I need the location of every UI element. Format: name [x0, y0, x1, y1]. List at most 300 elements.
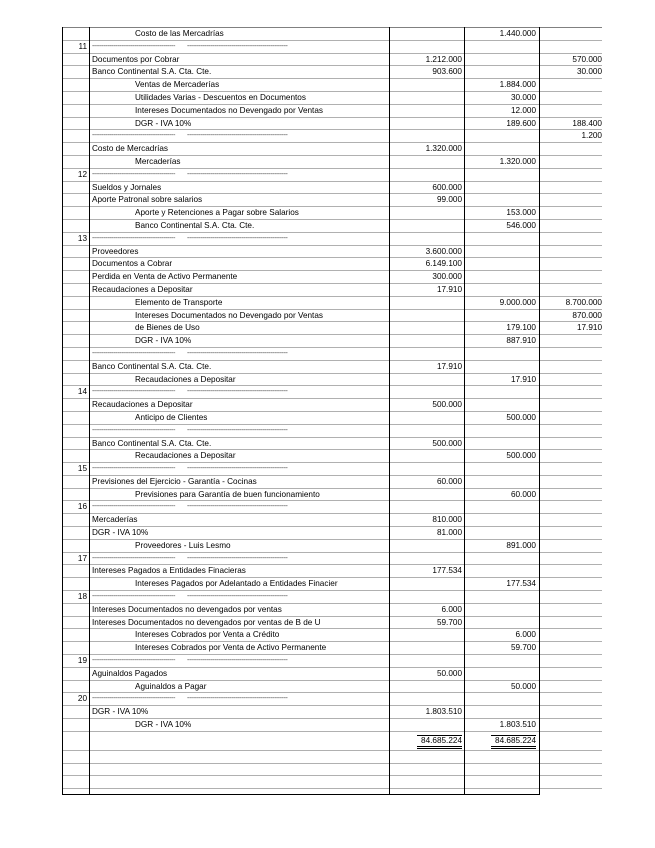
separator-row — [62, 692, 602, 705]
journal-row — [62, 539, 602, 552]
separator-right: ---------------------------------------------------- — [187, 593, 288, 601]
debit-amount: 17.910 — [436, 361, 462, 371]
journal-row — [62, 78, 602, 91]
credit-amount: 546.000 — [506, 220, 536, 230]
working-amount — [539, 527, 602, 539]
working-amount — [539, 182, 602, 194]
working-amount — [539, 514, 602, 526]
journal-row — [62, 53, 602, 66]
entry-number — [62, 54, 88, 66]
debit-amount — [390, 169, 465, 181]
entry-number — [62, 565, 88, 577]
journal-row — [62, 616, 602, 629]
entry-number — [62, 476, 88, 488]
account-name: Intereses Cobrados por Venta a Crédito — [135, 630, 280, 640]
debit-amount — [390, 540, 465, 552]
working-amount — [539, 361, 602, 373]
account-name: Proveedores — [92, 246, 139, 256]
separator-dashes — [90, 553, 388, 565]
separator-row — [62, 385, 602, 398]
account-name: Aguinaldos a Pagar — [135, 681, 207, 691]
debit-amount: 500.000 — [432, 438, 462, 448]
journal-row — [62, 437, 602, 450]
separator-dashes — [90, 348, 388, 360]
working-amount — [539, 540, 602, 552]
credit-amount — [465, 54, 539, 66]
journal-row — [62, 705, 602, 718]
debit-amount — [390, 501, 465, 513]
separator-right: ---------------------------------------------------- — [187, 132, 288, 140]
debit-amount — [390, 642, 465, 654]
debit-amount: 60.000 — [436, 476, 462, 486]
debit-amount — [390, 578, 465, 590]
account-name: Intereses Documentados no Devengado por Ventas — [135, 105, 323, 115]
debit-amount: 1.803.510 — [425, 707, 462, 717]
debit-amount — [390, 655, 465, 667]
working-amount — [539, 220, 602, 232]
journal-row — [62, 373, 602, 386]
credit-amount: 1.320.000 — [499, 156, 536, 166]
debit-amount — [390, 450, 465, 462]
separator-right: ---------------------------------------------------- — [187, 465, 288, 473]
credit-amount — [465, 284, 539, 296]
separator-dashes — [90, 655, 388, 667]
credit-amount — [465, 233, 539, 245]
separator-right: ---------------------------------------------------- — [187, 349, 288, 357]
totals-row — [62, 731, 602, 750]
working-amount — [539, 450, 602, 462]
journal-row — [62, 65, 602, 78]
credit-amount: 6.000 — [515, 630, 536, 640]
account-name: Aporte Patronal sobre salarios — [92, 195, 203, 205]
credit-amount — [465, 66, 539, 78]
separator-left: ------------------------------------------- — [92, 695, 176, 703]
credit-amount — [465, 463, 539, 475]
journal-sheet — [62, 27, 602, 801]
entry-number — [62, 322, 88, 334]
credit-amount — [465, 361, 539, 373]
credit-amount — [465, 501, 539, 513]
entry-number: 11 — [78, 41, 87, 51]
credit-amount: 177.534 — [506, 579, 536, 589]
entry-number — [62, 578, 88, 590]
journal-row — [62, 91, 602, 104]
debit-amount: 6.000 — [441, 604, 462, 614]
separator-row — [62, 40, 602, 53]
journal-row — [62, 603, 602, 616]
entry-number — [62, 719, 88, 731]
entry-number: 14 — [77, 387, 87, 397]
journal-row — [62, 411, 602, 424]
entry-number — [62, 143, 88, 155]
entry-number — [62, 617, 88, 629]
debit-amount — [390, 156, 465, 168]
separator-row — [62, 347, 602, 360]
working-amount — [539, 105, 602, 117]
journal-row — [62, 321, 602, 334]
journal-row — [62, 117, 602, 130]
credit-amount — [465, 706, 539, 718]
separator-dashes — [90, 591, 388, 603]
account-name: Banco Continental S.A. Cta. Cte. — [135, 220, 255, 230]
working-amount — [539, 348, 602, 360]
credit-amount: 500.000 — [506, 412, 536, 422]
entry-number — [62, 220, 88, 232]
entry-number — [62, 130, 88, 142]
account-name: Banco Continental S.A. Cta. Cte. — [92, 67, 212, 77]
debit-amount: 3.600.000 — [425, 246, 462, 256]
credit-amount: 59.700 — [510, 643, 536, 653]
entry-number — [62, 66, 88, 78]
credit-amount — [465, 386, 539, 398]
working-amount — [539, 642, 602, 654]
entry-number — [62, 207, 88, 219]
account-name: Perdida en Venta de Activo Permanente — [92, 272, 238, 282]
debit-amount — [390, 412, 465, 424]
debit-amount: 81.000 — [436, 528, 462, 538]
entry-number — [62, 374, 88, 386]
separator-right: ---------------------------------------------------- — [187, 657, 288, 665]
journal-row — [62, 27, 602, 40]
journal-row — [62, 219, 602, 232]
working-amount — [539, 399, 602, 411]
separator-right: ---------------------------------------------------- — [187, 695, 288, 703]
journal-row — [62, 206, 602, 219]
account-name: Intereses Cobrados por Venta de Activo Permanente — [135, 643, 327, 653]
journal-row — [62, 475, 602, 488]
credit-amount: 1.884.000 — [499, 80, 536, 90]
debit-amount — [390, 233, 465, 245]
working-amount — [539, 79, 602, 91]
entry-number — [62, 604, 88, 616]
account-name: Recaudaciones a Depositar — [92, 400, 193, 410]
account-name: de Bienes de Uso — [135, 323, 200, 333]
working-amount — [539, 169, 602, 181]
credit-amount — [465, 399, 539, 411]
debit-amount: 99.000 — [436, 195, 462, 205]
working-amount — [539, 412, 602, 424]
entry-number — [62, 399, 88, 411]
entry-number: 20 — [77, 694, 87, 704]
entry-number — [62, 706, 88, 718]
debit-amount — [390, 310, 465, 322]
working-amount — [539, 501, 602, 513]
entry-number: 12 — [77, 169, 87, 179]
working-amount — [539, 706, 602, 718]
debit-amount — [390, 553, 465, 565]
debit-amount: 50.000 — [436, 668, 462, 678]
credit-amount: 500.000 — [506, 451, 536, 461]
separator-row — [62, 168, 602, 181]
credit-amount: 153.000 — [506, 208, 536, 218]
total-credit-value: 84.685.224 — [491, 735, 536, 749]
working-amount — [539, 92, 602, 104]
entry-number — [62, 642, 88, 654]
account-name: Anticipo de Clientes — [135, 412, 208, 422]
credit-amount — [465, 693, 539, 705]
journal-row — [62, 680, 602, 693]
credit-amount: 50.000 — [510, 681, 536, 691]
credit-amount — [465, 527, 539, 539]
credit-amount — [465, 310, 539, 322]
journal-row — [62, 245, 602, 258]
credit-amount — [465, 246, 539, 258]
credit-amount — [465, 476, 539, 488]
separator-dashes — [90, 41, 388, 53]
total-debit — [390, 732, 465, 750]
account-name: Mercaderías — [92, 515, 138, 525]
debit-amount: 17.910 — [436, 284, 462, 294]
debit-amount: 500.000 — [432, 400, 462, 410]
journal-row — [62, 641, 602, 654]
working-amount — [539, 565, 602, 577]
bottom-border-line — [62, 794, 540, 795]
credit-amount — [465, 553, 539, 565]
debit-amount: 810.000 — [432, 515, 462, 525]
account-name: Previsiones del Ejercicio - Garantía - Cocinas — [92, 476, 257, 486]
debit-amount — [390, 425, 465, 437]
account-name: Recaudaciones a Depositar — [135, 451, 236, 461]
journal-row — [62, 257, 602, 270]
working-amount — [539, 604, 602, 616]
working-amount — [539, 617, 602, 629]
entry-number — [62, 489, 88, 501]
debit-amount — [390, 297, 465, 309]
left-border-line — [62, 27, 63, 795]
separator-left: ------------------------------------------- — [92, 234, 176, 242]
working-amount — [539, 386, 602, 398]
debit-amount: 300.000 — [432, 272, 462, 282]
credit-amount: 60.000 — [510, 489, 536, 499]
credit-amount — [465, 130, 539, 142]
working-amount — [539, 207, 602, 219]
separator-dashes — [90, 425, 388, 437]
entry-number — [62, 246, 88, 258]
separator-left: ------------------------------------------- — [92, 465, 176, 473]
working-amount — [539, 156, 602, 168]
credit-amount — [465, 565, 539, 577]
journal-row — [62, 155, 602, 168]
entry-number — [62, 438, 88, 450]
separator-dashes — [90, 233, 388, 245]
credit-amount — [465, 617, 539, 629]
debit-amount — [390, 386, 465, 398]
credit-amount: 189.600 — [506, 118, 536, 128]
account-name: Intereses Documentados no devengados por ventas de B de U — [92, 617, 321, 627]
credit-amount: 887.910 — [506, 336, 536, 346]
working-amount — [539, 578, 602, 590]
credit-amount — [465, 425, 539, 437]
working-amount — [539, 489, 602, 501]
credit-amount — [465, 271, 539, 283]
entry-number — [62, 28, 88, 40]
credit-amount — [465, 41, 539, 53]
separator-dashes — [90, 463, 388, 475]
journal-row — [62, 296, 602, 309]
debit-amount: 59.700 — [436, 617, 462, 627]
separator-row — [62, 462, 602, 475]
working-amount — [539, 553, 602, 565]
debit-amount — [390, 79, 465, 91]
separator-row — [62, 500, 602, 513]
journal-row — [62, 104, 602, 117]
account-name: Aporte y Retenciones a Pagar sobre Salarios — [135, 208, 299, 218]
working-amount — [539, 143, 602, 155]
account-name — [90, 732, 388, 750]
separator-dashes — [90, 501, 388, 513]
debit-amount: 903.600 — [432, 67, 462, 77]
working-amount — [539, 681, 602, 693]
working-amount — [539, 463, 602, 475]
credit-amount — [465, 182, 539, 194]
working-amount — [539, 438, 602, 450]
account-name: Utilidades Varias - Descuentos en Documentos — [135, 92, 306, 102]
journal-row — [62, 181, 602, 194]
haber-column-line — [464, 27, 465, 795]
journal-row — [62, 513, 602, 526]
working-amount — [539, 194, 602, 206]
separator-dashes — [90, 386, 388, 398]
journal-row — [62, 488, 602, 501]
account-name: Recaudaciones a Depositar — [92, 284, 193, 294]
working-amount: 17.910 — [576, 323, 602, 333]
entry-number — [62, 412, 88, 424]
separator-right: ---------------------------------------------------- — [187, 503, 288, 511]
separator-left: ------------------------------------------- — [92, 170, 176, 178]
separator-right: ---------------------------------------------------- — [187, 234, 288, 242]
account-name: Intereses Documentados no Devengado por Ventas — [135, 310, 323, 320]
debit-amount — [390, 118, 465, 130]
credit-amount: 17.910 — [510, 374, 536, 384]
credit-amount — [465, 169, 539, 181]
credit-amount: 891.000 — [506, 540, 536, 550]
credit-amount — [465, 604, 539, 616]
journal-row — [62, 449, 602, 462]
account-name: Ventas de Mercaderías — [135, 80, 220, 90]
entry-number — [62, 425, 88, 437]
account-name: DGR - IVA 10% — [92, 707, 149, 717]
total-credit — [465, 732, 539, 750]
debit-amount — [390, 681, 465, 693]
account-name: Banco Continental S.A. Cta. Cte. — [92, 438, 212, 448]
entry-number — [62, 348, 88, 360]
working-amount — [539, 258, 602, 270]
credit-amount: 9.000.000 — [499, 297, 536, 307]
credit-amount — [465, 514, 539, 526]
entry-number — [62, 156, 88, 168]
account-name: Banco Continental S.A. Cta. Cte. — [92, 361, 212, 371]
separator-right: ---------------------------------------------------- — [187, 388, 288, 396]
working-amount — [539, 655, 602, 667]
entry-number — [62, 361, 88, 373]
journal-row — [62, 193, 602, 206]
credit-amount — [465, 258, 539, 270]
account-name: DGR - IVA 10% — [135, 118, 192, 128]
separator-right: ---------------------------------------------------- — [187, 42, 288, 50]
debit-amount — [390, 92, 465, 104]
debit-amount — [390, 693, 465, 705]
separator-left: ------------------------------------------- — [92, 388, 176, 396]
separator-row — [62, 129, 602, 142]
account-name: DGR - IVA 10% — [92, 528, 149, 538]
empty-row — [62, 763, 602, 776]
debit-amount — [390, 489, 465, 501]
separator-row — [62, 590, 602, 603]
account-name: Mercaderías — [135, 156, 181, 166]
working-amount — [539, 41, 602, 53]
entry-number: 18 — [77, 592, 87, 602]
debit-amount — [390, 28, 465, 40]
entry-number: 19 — [77, 656, 87, 666]
credit-amount — [465, 668, 539, 680]
separator-left: ------------------------------------------- — [92, 132, 176, 140]
working-amount: 8.700.000 — [565, 297, 602, 307]
journal-row — [62, 564, 602, 577]
journal-row — [62, 667, 602, 680]
account-name: Costo de Mercadrías — [92, 144, 168, 154]
account-name: Intereses Pagados por Adelantado a Entidades Finacier — [135, 579, 338, 589]
empty-row — [62, 775, 602, 788]
account-name: Aguinaldos Pagados — [92, 668, 168, 678]
separator-right: ---------------------------------------------------- — [187, 426, 288, 434]
debit-amount — [390, 322, 465, 334]
working-amount — [539, 28, 602, 40]
debit-amount — [390, 207, 465, 219]
credit-amount — [465, 194, 539, 206]
account-name: Documentos a Cobrar — [92, 259, 173, 269]
working-amount: 1.200 — [581, 131, 602, 141]
entry-number — [62, 310, 88, 322]
credit-amount: 12.000 — [510, 105, 536, 115]
journal-row — [62, 334, 602, 347]
journal-row — [62, 526, 602, 539]
credit-amount: 1.803.510 — [499, 720, 536, 730]
debit-amount — [390, 591, 465, 603]
entry-number — [62, 629, 88, 641]
separator-right: ---------------------------------------------------- — [187, 170, 288, 178]
entry-number — [62, 258, 88, 270]
credit-amount: 179.100 — [506, 323, 536, 333]
account-name: Intereses Pagados a Entidades Finacieras — [92, 566, 246, 576]
separator-right: ---------------------------------------------------- — [187, 554, 288, 562]
separator-left: ------------------------------------------- — [92, 426, 176, 434]
journal-row — [62, 142, 602, 155]
debit-amount: 600.000 — [432, 182, 462, 192]
debit-amount — [390, 629, 465, 641]
working-amount — [539, 284, 602, 296]
debit-amount: 6.149.100 — [425, 259, 462, 269]
credit-amount: 30.000 — [510, 92, 536, 102]
entry-number — [62, 271, 88, 283]
separator-row — [62, 424, 602, 437]
credit-amount: 1.440.000 — [499, 29, 536, 38]
entry-number — [62, 284, 88, 296]
account-name: Previsiones para Garantía de buen funcionamiento — [135, 489, 320, 499]
entry-number: 16 — [77, 502, 87, 512]
total-debit-value: 84.685.224 — [417, 735, 462, 749]
working-amount: 870.000 — [572, 310, 602, 320]
entry-number — [62, 681, 88, 693]
separator-dashes — [90, 693, 388, 705]
separator-left: ------------------------------------------- — [92, 554, 176, 562]
journal-row — [62, 718, 602, 731]
account-name: DGR - IVA 10% — [135, 720, 192, 730]
debit-amount — [390, 335, 465, 347]
entry-number: 15 — [77, 464, 87, 474]
entry-number — [62, 194, 88, 206]
entry-number — [62, 79, 88, 91]
credit-amount — [465, 348, 539, 360]
